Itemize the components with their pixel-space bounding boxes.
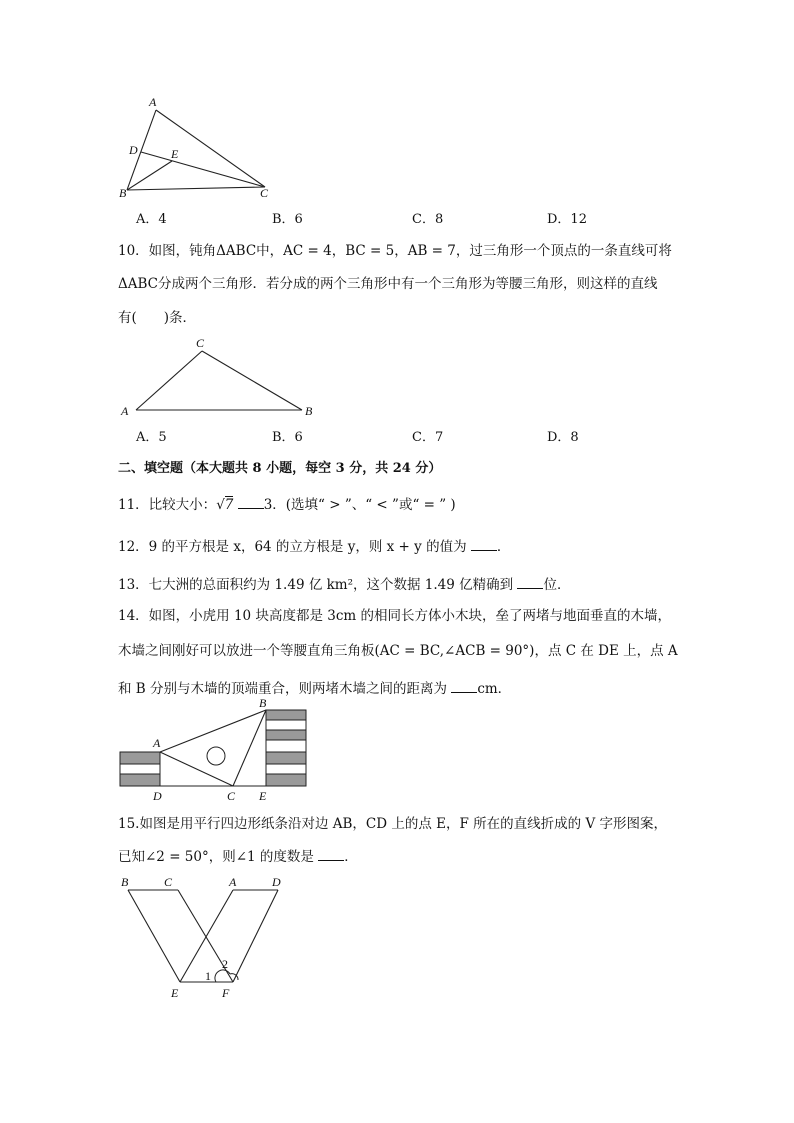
q15-line2-suffix: ． [344, 849, 358, 865]
q14-label-c: C [227, 789, 236, 803]
q12-suffix: ． [496, 539, 511, 555]
q14-wood-wall-figure [115, 696, 315, 804]
q11-text [118, 493, 456, 513]
q14-label-d: D [153, 789, 162, 803]
q10-label-b: B [305, 404, 313, 418]
q14-answer-blank[interactable] [451, 680, 477, 693]
q14-label-e: E [259, 789, 267, 803]
q12-prefix: 12．9 的平方根是 x，64 的立方根是 y，则 x + y 的值为 [118, 539, 467, 555]
q10-option-b[interactable]: B．6 [272, 430, 303, 445]
q15-line2-prefix: 已知∠2 = 50°，则∠1 的度数是 [118, 849, 314, 865]
q15-label-c: C [164, 875, 173, 889]
q15-label-a: A [229, 875, 237, 889]
q14-label-b: B [259, 696, 267, 710]
q14-line3-suffix: cm． [477, 681, 512, 697]
q14-label-a: A [153, 736, 161, 750]
q11-prefix: 11．比较大小： [118, 497, 217, 513]
q10-line3: 有( )条． [118, 310, 197, 326]
q11-radicand: 7 [224, 497, 234, 513]
q15-label-e: E [171, 986, 179, 1000]
q10-triangle-figure [115, 333, 325, 423]
q12-answer-blank[interactable] [471, 538, 497, 551]
q9-option-d[interactable]: D．12 [547, 212, 587, 227]
q10-line2: ΔABC分成两个三角形．若分成的两个三角形中有一个三角形为等腰三角形，则这样的直线 [118, 276, 658, 292]
q12-text [118, 535, 510, 555]
q14-line2: 木墙之间刚好可以放进一个等腰直角三角板(AC = BC,∠ACB = 90°)，点 C 在 DE 上，点 A [118, 643, 678, 659]
q15-label-b: B [121, 875, 129, 889]
q9-label-d: D [129, 143, 138, 157]
q9-option-b[interactable]: B．6 [272, 212, 303, 227]
q10-option-a[interactable]: A．5 [136, 430, 167, 445]
q15-label-f: F [222, 986, 230, 1000]
q15-label-d: D [272, 875, 281, 889]
q9-label-c: C [260, 186, 269, 200]
q14-line3-prefix: 和 B 分别与木墙的顶端重合，则两堵木墙之间的距离为 [118, 681, 448, 697]
q13-prefix: 13．七大洲的总面积约为 1.49 亿 km²，这个数据 1.49 亿精确到 [118, 577, 514, 593]
q9-option-a[interactable]: A．4 [136, 212, 167, 227]
q10-label-c: C [196, 336, 205, 350]
q10-line1: 10．如图，钝角ΔABC中，AC = 4，BC = 5，AB = 7，过三角形一个顶点的一条直线可将 [118, 243, 672, 259]
q15-line1: 15.如图是用平行四边形纸条沿对边 AB，CD 上的点 E，F 所在的直线折成的 V 字形图案， [118, 816, 668, 832]
q10-label-a: A [121, 404, 129, 418]
q9-triangle-figure [115, 92, 285, 204]
q9-option-c[interactable]: C．8 [412, 212, 444, 227]
q10-option-d[interactable]: D．8 [547, 430, 579, 445]
q14-line1: 14．如图，小虎用 10 块高度都是 3cm 的相同长方体小木块，垒了两堵与地面垂直的木墙， [118, 608, 671, 624]
q15-v-shape-figure [112, 870, 302, 1005]
q10-option-c[interactable]: C．7 [412, 430, 444, 445]
q13-answer-blank[interactable] [517, 576, 543, 589]
q9-label-a: A [149, 95, 157, 109]
q14-line3 [118, 677, 511, 697]
q15-label-angle1: 1 [205, 969, 211, 983]
q9-label-e: E [171, 147, 179, 161]
q15-line2 [118, 845, 358, 865]
section-title: 二、填空题（本大题共 8 小题，每空 3 分，共 24 分） [118, 461, 442, 476]
q15-answer-blank[interactable] [318, 848, 344, 861]
sqrt-icon: √ [216, 497, 225, 513]
q13-text [118, 573, 570, 593]
q11-answer-blank[interactable] [238, 496, 264, 509]
q11-suffix: 3．(选填“ > ”、“ < ”或“ = ” ) [263, 497, 456, 513]
q15-label-angle2: 2 [222, 957, 228, 971]
q13-suffix: 位． [543, 577, 571, 593]
q9-label-b: B [119, 186, 127, 200]
